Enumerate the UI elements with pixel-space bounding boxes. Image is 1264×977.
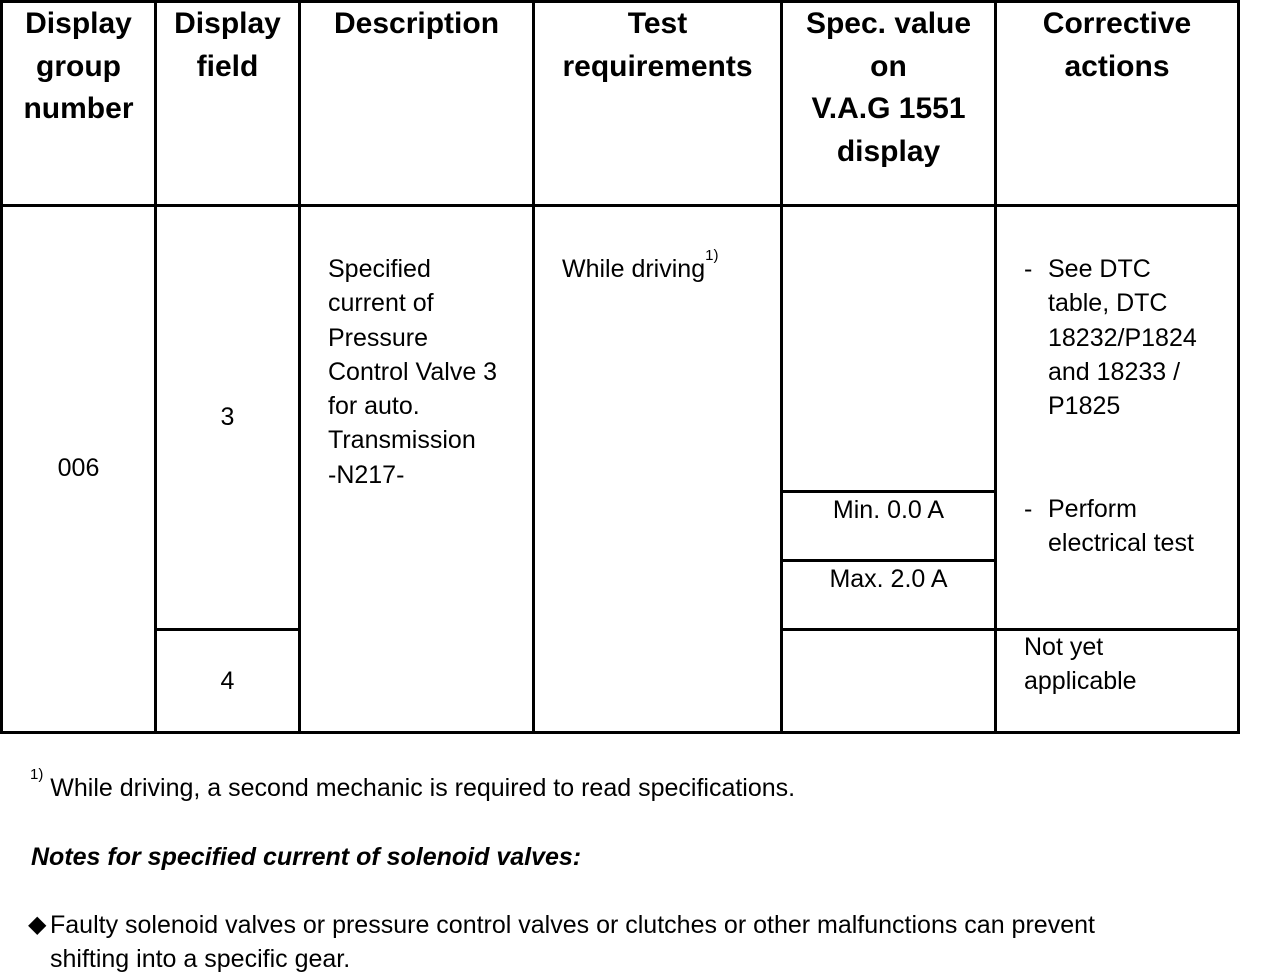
notes-bullet-list <box>28 908 1258 977</box>
corrective-actions-list <box>1024 252 1236 423</box>
header-corrective-actions: Corrective actions <box>1042 7 1192 83</box>
header-divider <box>0 204 1240 207</box>
test-requirement-text: While driving$^{1)}$ <box>562 247 719 283</box>
table-border-right <box>1237 0 1240 734</box>
spec-min-value: Min. 0.0 A <box>832 496 945 524</box>
corrective-action-item: - Perform electrical test <box>1024 495 1194 558</box>
header-description: Description <box>333 7 500 40</box>
header-group-number: Display group number <box>23 7 134 125</box>
description-text: Specified current of Pressure Control Valve 3 for auto. Transmission -N217- <box>328 255 498 489</box>
black-diamond-icon: ◆ <box>28 911 47 938</box>
footnote-text: While driving, a second mechanic is required to read specifications. <box>50 774 796 802</box>
col-divider-5 <box>994 0 997 734</box>
col-divider-2 <box>298 0 301 734</box>
footnote-ref: 1) <box>705 247 719 264</box>
display-field-3: 3 <box>220 403 235 431</box>
corrective-actions-list-2 <box>1024 492 1236 561</box>
footnote <box>30 766 1230 805</box>
corrective-action-item: - See DTC table, DTC 18232/P1824 and 18233 / P1825 <box>1024 255 1197 421</box>
footnote-marker: 1) <box>30 766 44 783</box>
header-spec-value: Spec. value on V.A.G 1551 display <box>805 7 972 168</box>
display-field-4: 4 <box>220 667 235 695</box>
spec-max-value: Max. 2.0 A <box>829 565 948 593</box>
table-border-bottom <box>0 731 1240 734</box>
group-number-value: 006 <box>57 454 100 482</box>
header-test-requirements: Test requirements <box>562 7 753 83</box>
field-divider <box>154 628 301 631</box>
col-divider-1 <box>154 0 157 734</box>
notes-bullet-item: ◆ Faulty solenoid valves or pressure control valves or clutches or other malfunctions can prevent shifting into a specific gear. <box>28 908 1258 977</box>
header-display-field: Display field <box>174 7 281 83</box>
field-4-corrective-text: Not yet applicable <box>1024 633 1137 696</box>
notes-title: Notes for specified current of solenoid valves: <box>31 843 582 871</box>
